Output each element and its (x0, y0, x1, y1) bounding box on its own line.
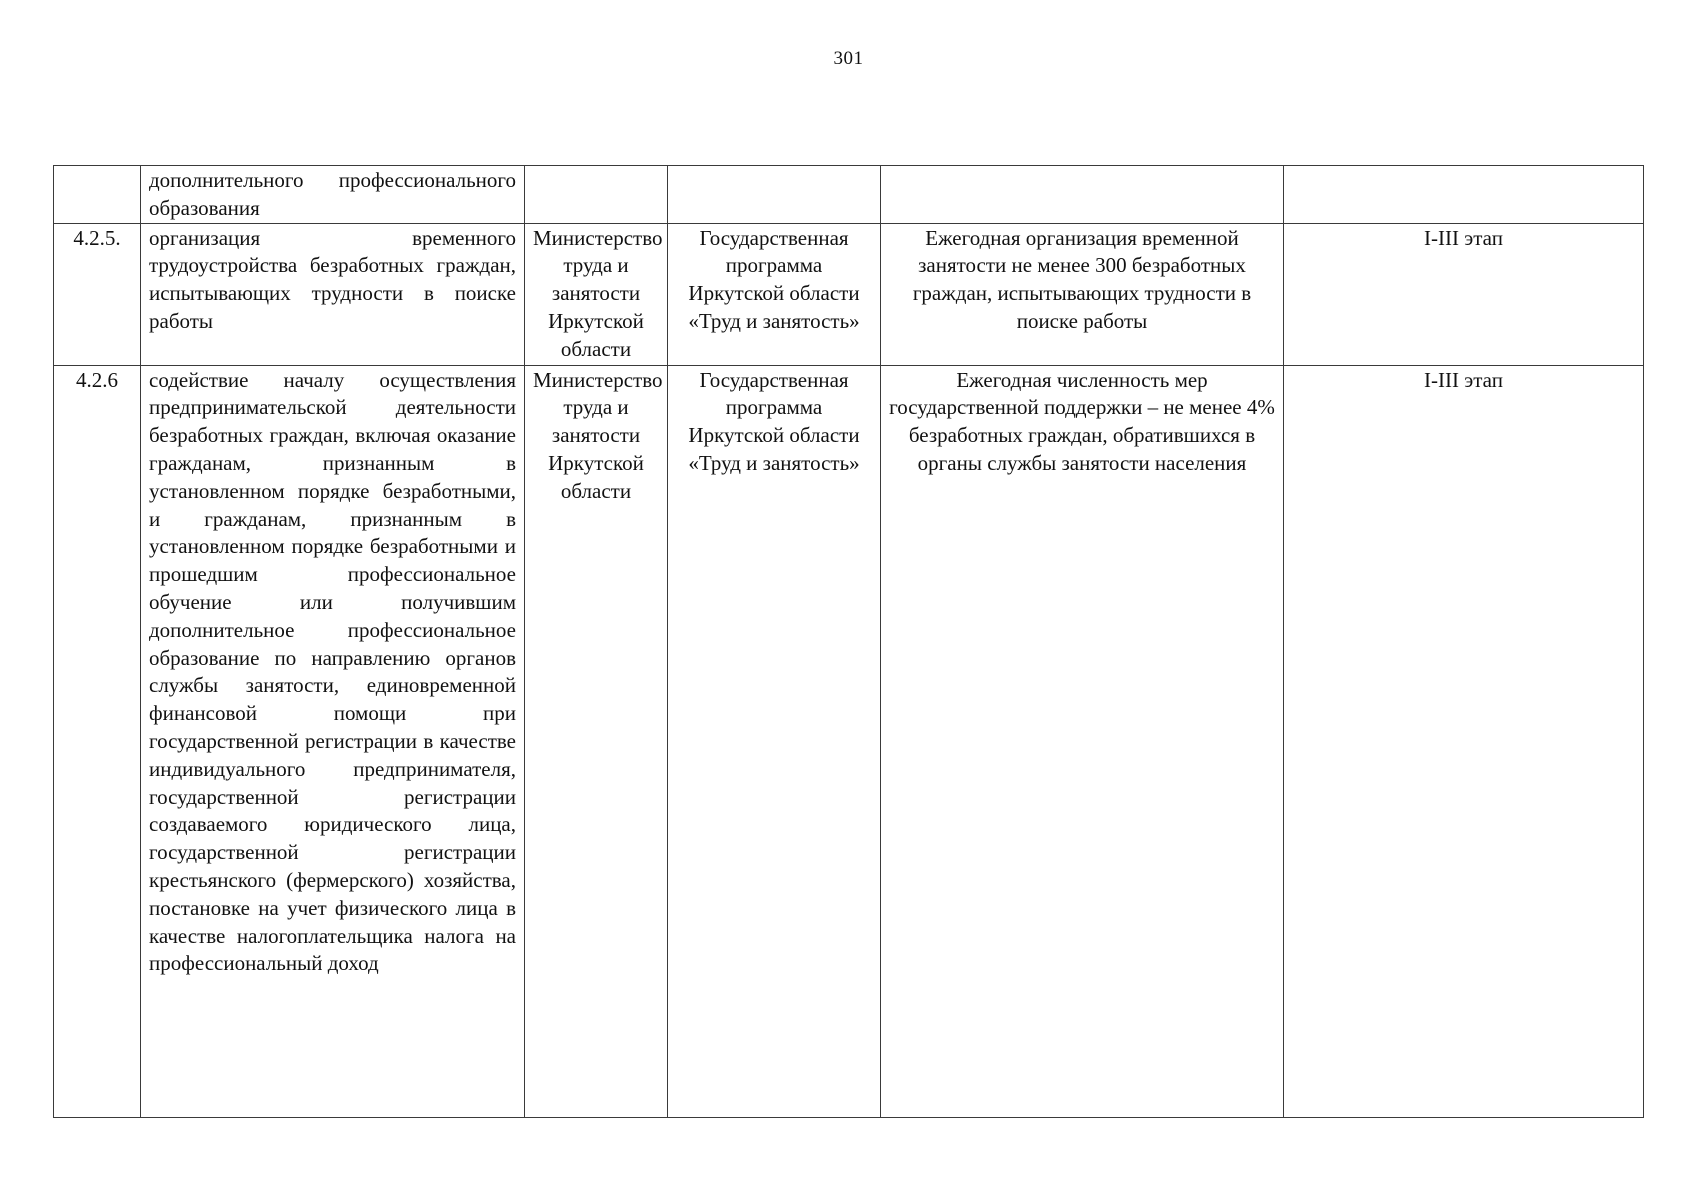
indicator-cell: Ежегодная численность мер государственной поддержки – не менее 4% безработных граждан, обратившихся в органы службы занятости населения (881, 365, 1284, 1117)
program-cell: Государственная программа Иркутской области «Труд и занятость» (668, 365, 881, 1117)
stage-cell (1284, 166, 1644, 224)
item-number-cell: 4.2.5. (54, 223, 141, 365)
table-row (54, 223, 1644, 365)
item-number-cell: 4.2.6 (54, 365, 141, 1117)
program-cell (668, 166, 881, 224)
stage-cell: I-III этап (1284, 223, 1644, 365)
executor-cell (525, 166, 668, 224)
stage-cell: I-III этап (1284, 365, 1644, 1117)
page-number: 301 (833, 48, 864, 69)
indicator-cell (881, 166, 1284, 224)
measure-description-cell: дополнительного профессионального образования (141, 166, 525, 224)
table-row (54, 365, 1644, 1117)
measure-description-cell: содействие началу осуществления предпринимательской деятельности безработных граждан, включая оказание гражданам, признанным в установленном порядке безработными, и гражданам, признанным в установленном порядке безработными и прошедшим профессиональное обучение или получившим дополнительное профессиональное образование по направлению органов службы занятости, единовременной финансовой помощи при государственной регистрации в качестве индивидуального предпринимателя, государственной регистрации создаваемого юридического лица, государственной регистрации крестьянского (фермерского) хозяйства, постановке на учет физического лица в качестве налогоплательщика налога на профессиональный доход (141, 365, 525, 1117)
executor-cell: Министерство труда и занятости Иркутской области (525, 365, 668, 1117)
program-cell: Государственная программа Иркутской области «Труд и занятость» (668, 223, 881, 365)
measures-table (53, 165, 1644, 1118)
indicator-cell: Ежегодная организация временной занятости не менее 300 безработных граждан, испытывающих трудности в поиске работы (881, 223, 1284, 365)
table-row (54, 166, 1644, 224)
measure-description-cell: организация временного трудоустройства безработных граждан, испытывающих трудности в поиске работы (141, 223, 525, 365)
executor-cell: Министерство труда и занятости Иркутской области (525, 223, 668, 365)
item-number-cell (54, 166, 141, 224)
